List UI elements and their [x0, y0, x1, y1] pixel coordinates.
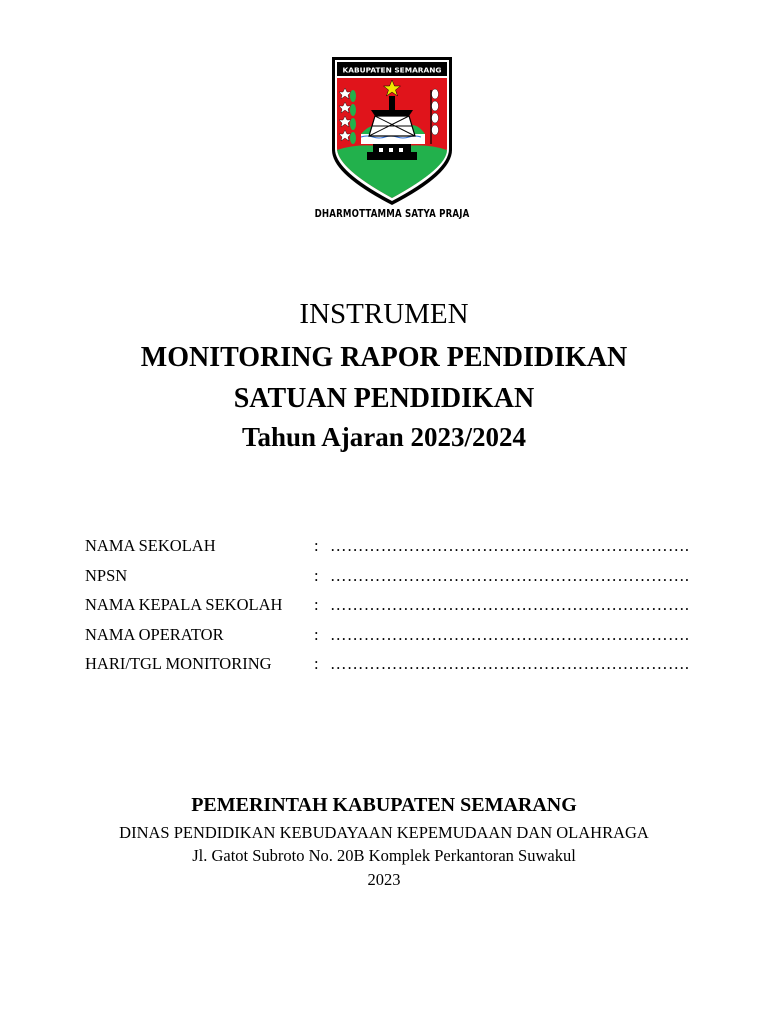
field-npsn: [85, 566, 725, 596]
field-value-line: ……………………………………………………….: [330, 536, 690, 555]
field-value-line: ……………………………………………………….: [330, 565, 690, 585]
document-title-instrumen: INSTRUMEN: [299, 298, 469, 330]
field-hari-tgl-monitoring: [85, 654, 725, 684]
field-nama-kepala-sekolah: [85, 595, 725, 625]
field-label: NPSN: [85, 565, 128, 585]
footer-agency: PEMERINTAH KABUPATEN SEMARANG: [191, 794, 577, 816]
school-info-fields: [85, 536, 725, 684]
field-label: HARI/TGL MONITORING: [85, 654, 272, 673]
field-nama-sekolah: [85, 536, 725, 566]
field-nama-operator: [85, 625, 725, 655]
document-title-main: MONITORING RAPOR PENDIDIKAN: [140, 342, 628, 373]
field-colon: :: [314, 624, 319, 644]
document-title-year: Tahun Ajaran 2023/2024: [241, 422, 527, 452]
field-value-line: ……………………………………………………….: [330, 595, 690, 614]
field-value-line: ……………………………………………………….: [330, 654, 690, 673]
field-label: NAMA SEKOLAH: [85, 536, 216, 555]
field-label: NAMA KEPALA SEKOLAH: [85, 595, 283, 614]
kabupaten-semarang-emblem: [331, 56, 453, 206]
field-colon: :: [314, 595, 319, 614]
footer-year: 2023: [367, 870, 401, 889]
footer-address: Jl. Gatot Subroto No. 20B Komplek Perkantoran Suwakul: [192, 846, 576, 865]
emblem-banner-text: KABUPATEN SEMARANG: [342, 65, 442, 75]
field-colon: :: [314, 565, 319, 585]
field-label: NAMA OPERATOR: [85, 624, 224, 644]
emblem-motto: DHARMOTTAMMA SATYA PRAJA: [314, 208, 470, 220]
field-value-line: ……………………………………………………….: [330, 624, 690, 644]
footer-department: DINAS PENDIDIKAN KEBUDAYAAN KEPEMUDAAN DAN OLAHRAGA: [119, 823, 649, 842]
document-title-sub: SATUAN PENDIDIKAN: [233, 383, 535, 414]
emblem-shield-icon: [331, 56, 453, 206]
field-colon: :: [314, 654, 319, 673]
field-colon: :: [314, 536, 319, 555]
